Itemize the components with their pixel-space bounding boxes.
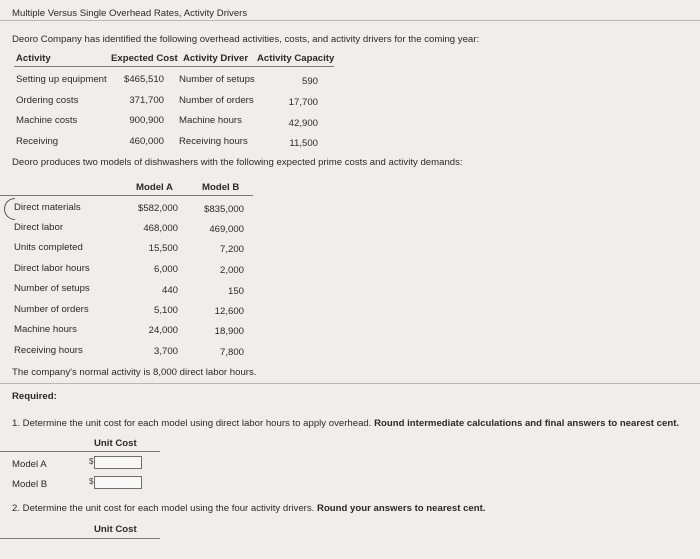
- activity-header-activity: Activity: [16, 53, 51, 64]
- activity-header-driver: Activity Driver: [183, 53, 249, 64]
- models-row-a: 15,500: [148, 243, 178, 254]
- models-row-a: 440: [161, 285, 178, 296]
- models-row-label: Direct labor: [14, 222, 64, 233]
- models-row-b: 2,000: [219, 265, 244, 276]
- models-row-label: Direct materials: [14, 202, 81, 213]
- models-row-b: 7,800: [219, 347, 244, 358]
- models-row-a: 6,000: [153, 264, 178, 275]
- activity-row-cost: 900,900: [129, 115, 164, 126]
- question-1-text: 1. Determine the unit cost for each model using direct labor hours to apply overhead.: [12, 418, 375, 429]
- q1-model-a-label: Model A: [12, 459, 47, 470]
- models-row-b: 150: [227, 286, 244, 297]
- models-row-a: 24,000: [148, 325, 178, 336]
- models-row-a: 3,700: [153, 346, 178, 357]
- activity-row-cost: 371,700: [129, 95, 164, 106]
- models-row-b: 12,600: [214, 306, 244, 317]
- q2-unit-cost-header: Unit Cost: [94, 524, 137, 535]
- models-row-a: 5,100: [153, 305, 178, 316]
- q1-model-a-unit-cost-input[interactable]: [94, 456, 142, 469]
- activity-row-capacity: 590: [301, 76, 318, 87]
- models-row-b: $835,000: [203, 204, 244, 215]
- q1-model-b-currency: $: [89, 477, 94, 486]
- title-divider: [0, 20, 700, 21]
- activity-row-label: Receiving: [16, 136, 59, 147]
- models-header-b: Model B: [202, 182, 240, 193]
- activity-row-label: Setting up equipment: [16, 74, 107, 85]
- models-row-b: 18,900: [214, 326, 244, 337]
- activity-row-driver: Receiving hours: [179, 136, 248, 147]
- question-1: [12, 418, 679, 429]
- activity-row-capacity: 17,700: [288, 97, 318, 108]
- models-intro-text: Deoro produces two models of dishwashers with the following expected prime costs and activity demands:: [12, 157, 463, 168]
- activity-row-label: Machine costs: [16, 115, 78, 126]
- models-header-a: Model A: [136, 182, 173, 193]
- activity-row-driver: Machine hours: [179, 115, 242, 126]
- activity-row-driver: Number of setups: [179, 74, 255, 85]
- q1-model-a-currency: $: [89, 457, 94, 466]
- models-row-label: Units completed: [14, 242, 83, 253]
- models-row-b: 7,200: [219, 244, 244, 255]
- activity-header-capacity: Activity Capacity: [257, 53, 335, 64]
- activity-row-capacity: 11,500: [289, 138, 318, 149]
- models-row-label: Machine hours: [14, 324, 77, 335]
- models-row-label: Receiving hours: [14, 345, 83, 356]
- question-2-text: 2. Determine the unit cost for each model using the four activity drivers.: [12, 503, 318, 514]
- activity-row-capacity: 42,900: [288, 118, 318, 129]
- models-row-b: 469,000: [209, 224, 244, 235]
- required-label: Required:: [12, 391, 57, 402]
- q2-header-rule: [0, 538, 160, 539]
- models-header-rule: [0, 195, 253, 196]
- q1-model-b-label: Model B: [12, 479, 48, 490]
- models-row-label: Direct labor hours: [14, 263, 90, 274]
- question-2-instruction: Round your answers to nearest cent.: [317, 503, 486, 514]
- activity-row-label: Ordering costs: [16, 95, 79, 106]
- question-2: [12, 503, 485, 514]
- normal-activity-text: The company's normal activity is 8,000 direct labor hours.: [12, 367, 257, 378]
- intro-text: Deoro Company has identified the following overhead activities, costs, and activity drivers for the coming year:: [12, 34, 480, 45]
- models-row-label: Number of setups: [14, 283, 90, 294]
- models-row-a: 468,000: [143, 223, 178, 234]
- question-1-instruction: Round intermediate calculations and final answers to nearest cent.: [374, 418, 680, 429]
- models-row-label: Number of orders: [14, 304, 89, 315]
- q1-model-b-unit-cost-input[interactable]: [94, 476, 142, 489]
- page-title: Multiple Versus Single Overhead Rates, Activity Drivers: [12, 8, 248, 19]
- q1-header-rule: [0, 451, 160, 452]
- models-row-a: $582,000: [137, 203, 178, 214]
- activity-header-cost: Expected Cost: [111, 53, 178, 64]
- activity-row-driver: Number of orders: [179, 95, 254, 106]
- activity-row-cost: 460,000: [129, 136, 164, 147]
- section-divider: [0, 383, 700, 384]
- q1-unit-cost-header: Unit Cost: [94, 438, 137, 449]
- activity-header-rule: [14, 66, 334, 67]
- activity-row-cost: $465,510: [123, 74, 164, 85]
